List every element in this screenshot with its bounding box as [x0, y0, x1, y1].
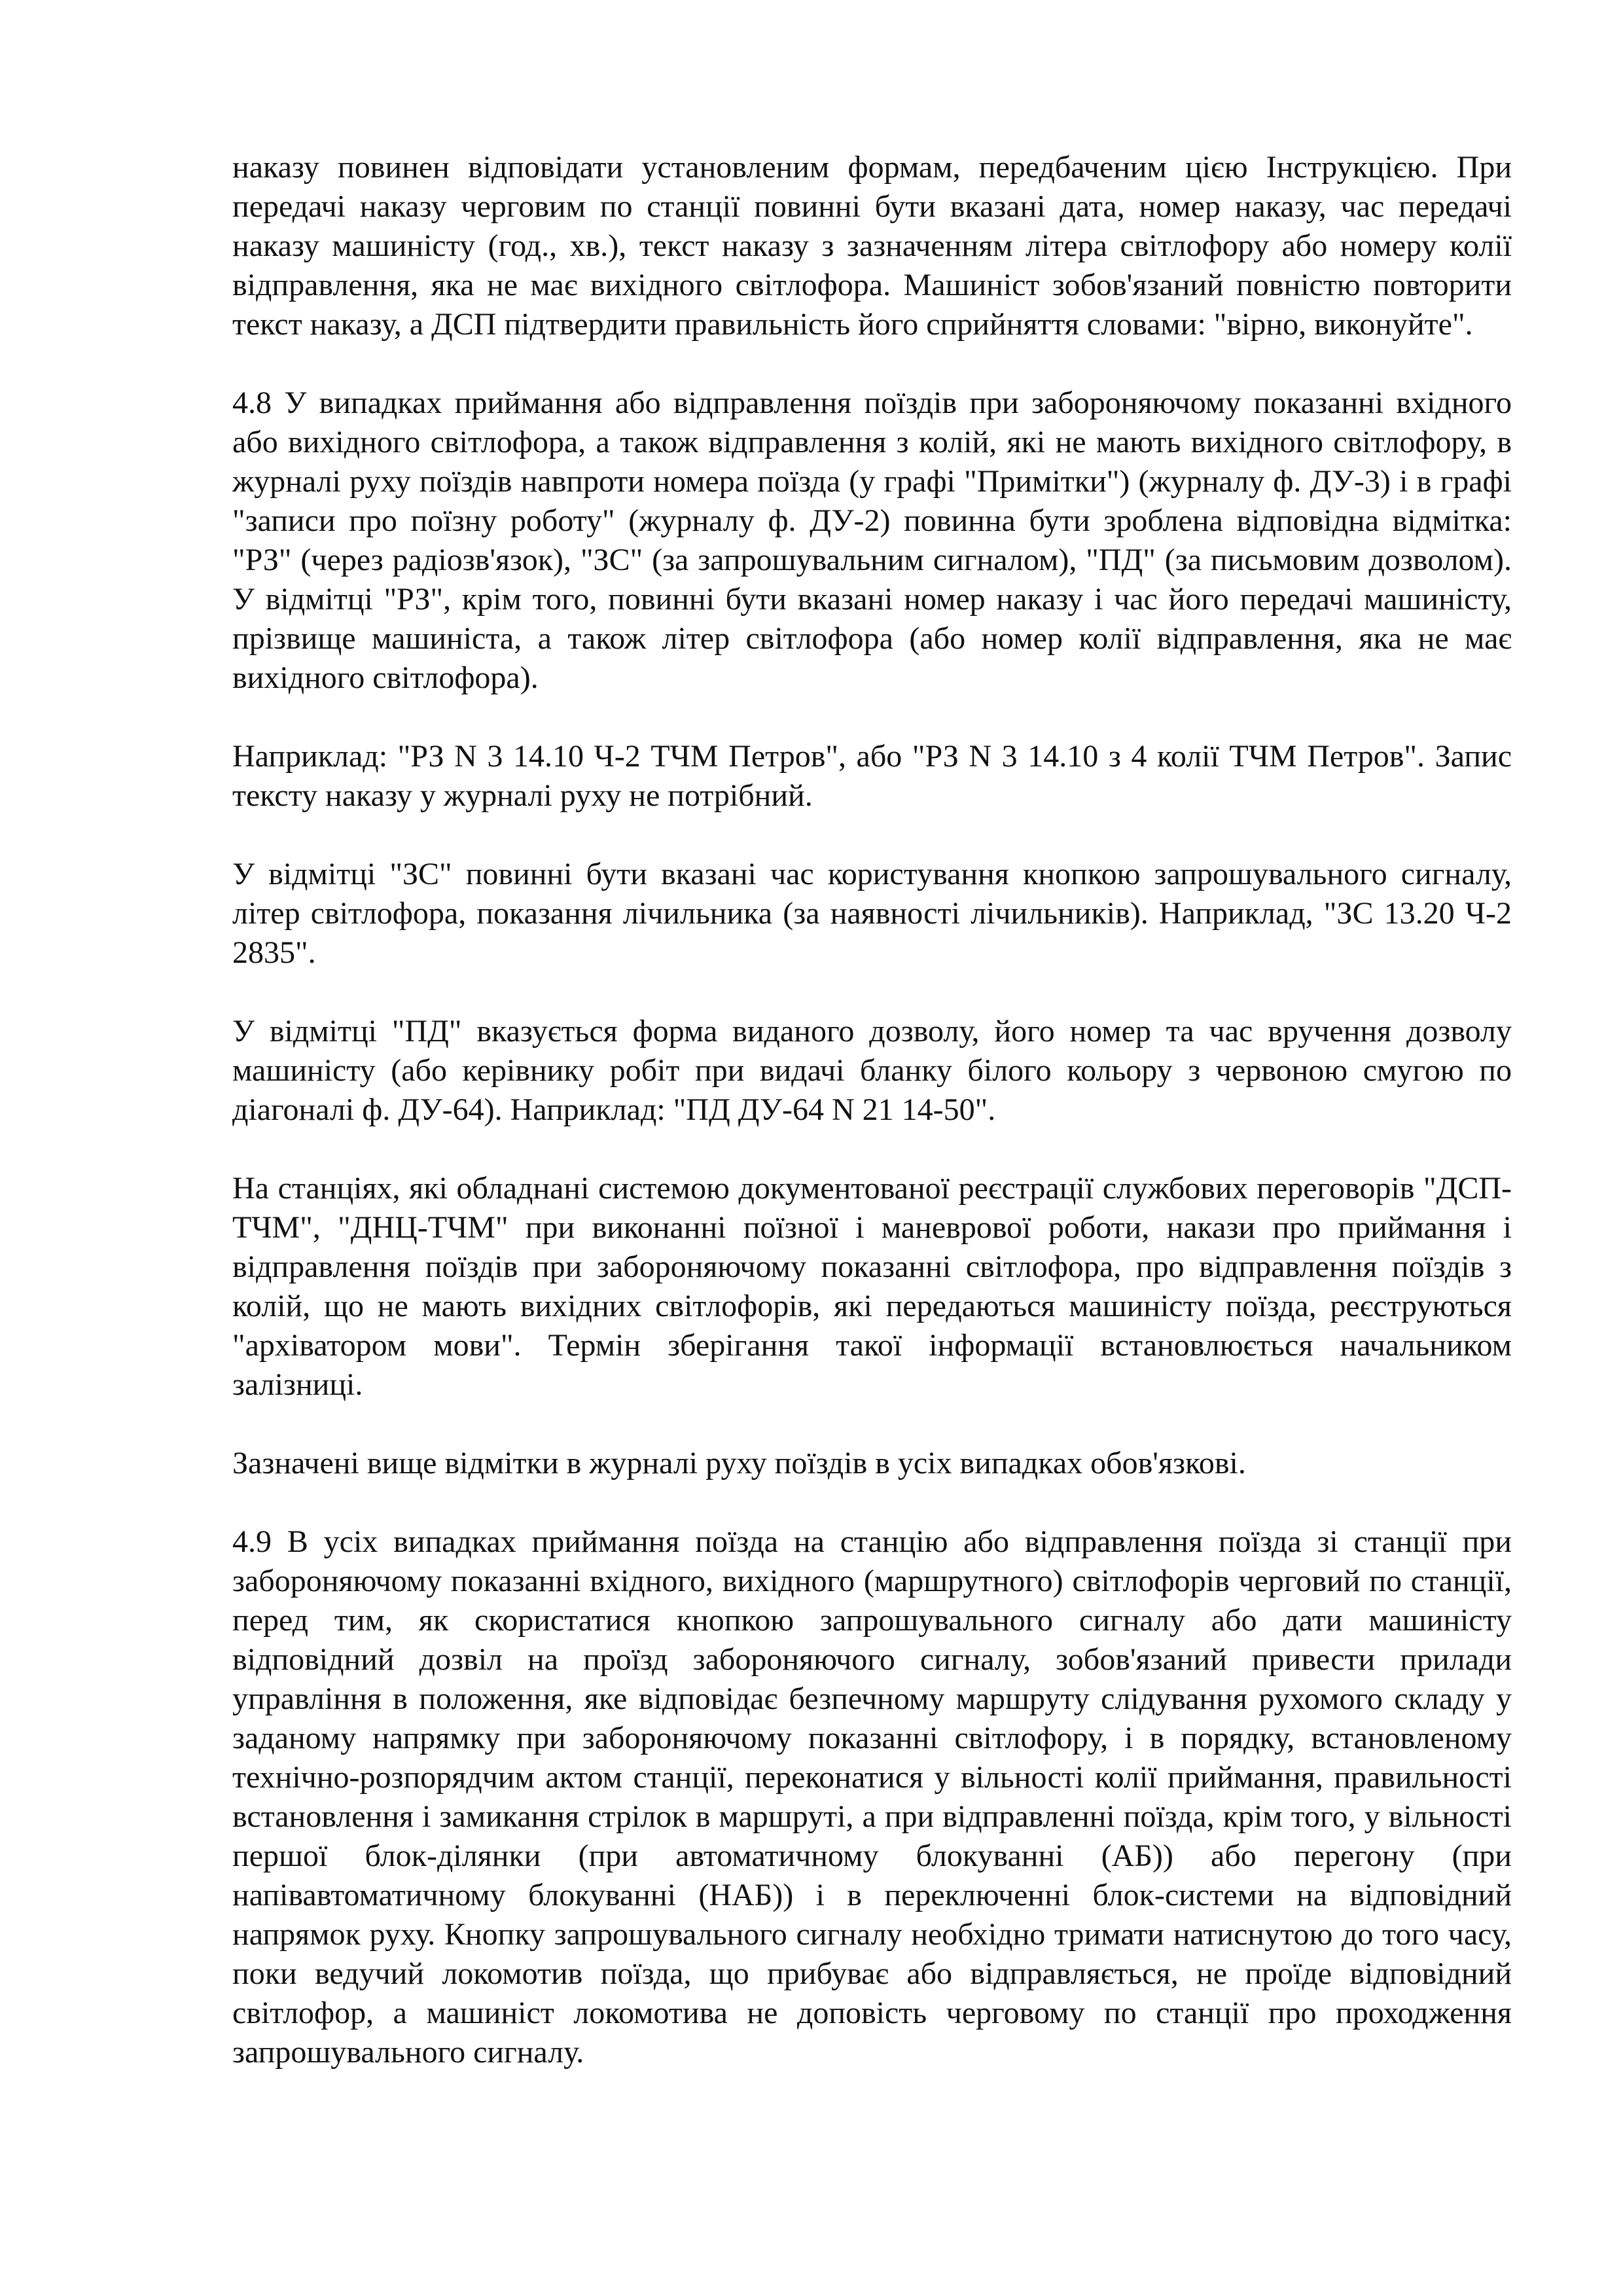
- paragraph-order-text-continuation: наказу повинен відповідати установленим формам, передбаченим цією Інструкцією. При передачі наказу черговим по станції повинні бути вказані дата, номер наказу, час передачі наказу машиністу (год., хв.), текст наказу з зазначенням літера світлофору або номеру колії відправлення, яка не має вихідного світлофора. Машиніст зобов'язаний повністю повторити текст наказу, а ДСП підтвердити правильність його сприйняття словами: "вірно, виконуйте".: [232, 150, 1512, 342]
- paragraph-section-4-8: 4.8 У випадках приймання або відправлення поїздів при забороняючому показанні вхідного або вихідного світлофора, а також відправлення з колій, які не мають вихідного світлофору, в журналі руху поїздів навпроти номера поїзда (у графі "Примітки") (журналу ф. ДУ-3) і в графі "записи про поїзну роботу" (журналу ф. ДУ-2) повинна бути зроблена відповідна відмітка: "РЗ" (через радіозв'язок), "ЗС" (за запрошувальним сигналом), "ПД" (за письмовим дозволом). У відмітці "РЗ", крім того, повинні бути вказані номер наказу і час його передачі машиністу, прізвище машиніста, а також літер світлофора (або номер колії відправлення, яка не має вихідного світлофора).: [232, 386, 1512, 695]
- paragraph-pd-mark: У відмітці "ПД" вказується форма виданого дозволу, його номер та час вручення дозволу машиністу (або керівнику робіт при видачі бланку білого кольору з червоною смугою по діагоналі ф. ДУ-64). Наприклад: "ПД ДУ-64 N 21 14-50".: [232, 1014, 1512, 1127]
- document-page: [232, 148, 1512, 2072]
- paragraph-zs-mark: У відмітці "ЗС" повинні бути вказані час користування кнопкою запрошувального сигналу, літер світлофора, показання лічильника (за наявності лічильників). Наприклад, "ЗС 13.20 Ч-2 2835".: [232, 857, 1512, 970]
- paragraph-rz-example: Наприклад: "РЗ N 3 14.10 Ч-2 ТЧМ Петров", або "РЗ N 3 14.10 з 4 колії ТЧМ Петров". Запис тексту наказу у журналі руху не потрібний.: [232, 739, 1512, 813]
- paragraph-voice-archiver: На станціях, які обладнані системою документованої реєстрації службових переговорів "ДСП-ТЧМ", "ДНЦ-ТЧМ" при виконанні поїзної і маневрової роботи, накази про приймання і відправлення поїздів при забороняючому показанні світлофора, про відправлення поїздів з колій, що не мають вихідних світлофорів, які передаються машиністу поїзда, реєструються "архіватором мови". Термін зберігання такої інформації встановлюється начальником залізниці.: [232, 1171, 1512, 1402]
- paragraph-marks-mandatory: Зазначені вище відмітки в журналі руху поїздів в усіх випадках обов'язкові.: [232, 1446, 1246, 1480]
- paragraph-section-4-9: 4.9 В усіх випадках приймання поїзда на станцію або відправлення поїзда зі станції при забороняючому показанні вхідного, вихідного (маршрутного) світлофорів черговий по станції, перед тим, як скористатися кнопкою запрошувального сигналу або дати машиністу відповідний дозвіл на проїзд забороняючого сигналу, зобов'язаний привести прилади управління в положення, яке відповідає безпечному маршруту слідування рухомого складу у заданому напрямку при забороняючому показанні світлофору, і в порядку, встановленому технічно-розпорядчим актом станції, переконатися у вільності колії приймання, правильності встановлення і замикання стрілок в маршруті, а при відправленні поїзда, крім того, у вільності першої блок-ділянки (при автоматичному блокуванні (АБ)) або перегону (при напівавтоматичному блокуванні (НАБ)) і в переключенні блок-системи на відповідний напрямок руху. Кнопку запрошувального сигналу необхідно тримати натиснутою до того часу, поки ведучий локомотив поїзда, що прибуває або відправляється, не проїде відповідний світлофор, а машиніст локомотива не доповість черговому по станції про проходження запрошувального сигналу.: [232, 1524, 1512, 2070]
